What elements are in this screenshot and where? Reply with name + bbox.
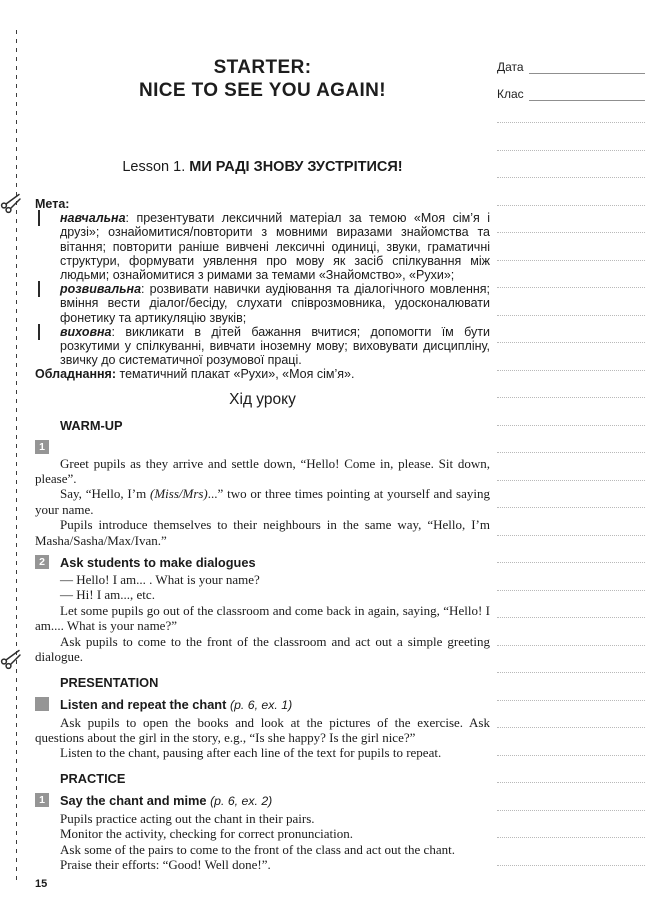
paragraph: Pupils introduce themselves to their neighbours in the same way, “Hello, I’m Masha/Sasha/Max/Ivan.”	[35, 517, 490, 548]
ruled-line	[497, 426, 645, 454]
ruled-line	[497, 591, 645, 619]
step-number-badge: 1	[35, 793, 49, 807]
ruled-line	[497, 838, 645, 866]
presentation-text	[35, 715, 490, 761]
paragraph: Say, “Hello, I’m (Miss/Mrs)...” two or three times pointing at yourself and saying your name.	[35, 486, 490, 517]
unit-title-line1: STARTER:	[213, 57, 312, 78]
ruled-line	[497, 783, 645, 811]
activity-book-ref: (p. 6, ex. 1)	[229, 697, 293, 712]
paragraph: Let some pupils go out of the classroom and come back in again, saying, “Hello! I am.... What is your name?”	[35, 602, 490, 634]
lesson-number-label: Lesson 1.	[122, 159, 186, 175]
equipment-text: тематичний плакат «Рухи», «Моя сім’я».	[116, 367, 355, 382]
page-number: 15	[35, 878, 48, 891]
equipment-label: Обладнання:	[35, 367, 117, 382]
practice-text	[35, 811, 490, 873]
paragraph: Monitor the activity, checking for correct pronunciation.	[60, 826, 354, 842]
ruled-line	[497, 536, 645, 564]
class-label: Клас	[497, 87, 524, 101]
ruled-line	[497, 371, 645, 399]
ruled-line	[497, 233, 645, 261]
warmup-step1-row	[35, 440, 490, 454]
objective-term: виховна	[60, 324, 112, 339]
square-bullet-icon	[38, 210, 40, 226]
notes-ruled-lines	[497, 101, 645, 866]
ruled-line	[497, 151, 645, 179]
equipment-line	[35, 367, 490, 381]
cut-dashed-line	[16, 30, 17, 882]
ruled-line	[497, 123, 645, 151]
ruled-line	[497, 261, 645, 289]
paragraph: Pupils practice acting out the chant in their pairs.	[60, 810, 315, 826]
date-writing-line	[529, 73, 645, 74]
objective-term: навчальна	[60, 211, 126, 226]
step-number-badge: 1	[35, 440, 49, 454]
ruled-line	[497, 756, 645, 784]
ruled-line	[497, 701, 645, 729]
activity-title: Listen and repeat the chant (p. 6, ex. 1)	[60, 696, 293, 712]
warmup-step2-text	[35, 572, 490, 664]
practice-activity-row	[35, 793, 490, 809]
ruled-line	[497, 288, 645, 316]
paragraph: Greet pupils as they arrive and settle down, “Hello! Come in, please. Sit down, please”.	[35, 455, 490, 487]
lesson-plan-content	[35, 0, 490, 890]
ruled-line	[497, 673, 645, 701]
date-field	[497, 60, 645, 74]
ruled-line	[497, 728, 645, 756]
ruled-line	[497, 206, 645, 234]
presentation-activity-row	[35, 697, 490, 713]
scissors-icon	[0, 648, 22, 670]
paragraph: Ask some of the pairs to come to the front of the class and act out the chant.	[60, 841, 455, 857]
ruled-line	[497, 563, 645, 591]
paragraph: Ask pupils to open the books and look at the pictures of the exercise. Ask questions about the girl in the story, e.g., “Is she happy? Is the girl nice?”	[35, 714, 490, 745]
activity-marker	[35, 697, 49, 711]
ruled-line	[497, 481, 645, 509]
warmup-step2-row	[35, 555, 490, 570]
ruled-line	[497, 178, 645, 206]
lesson-heading	[35, 158, 490, 176]
objective-item-developing	[35, 282, 490, 325]
objective-item-teaching	[35, 211, 490, 282]
paragraph: Praise their efforts: “Good! Well done!”.	[60, 856, 271, 872]
section-heading-warmup: WARM-UP	[60, 417, 123, 433]
objective-item-educational	[35, 325, 490, 368]
objective-term: розвивальна	[60, 282, 142, 297]
ruled-line	[497, 398, 645, 426]
ruled-line	[497, 453, 645, 481]
square-bullet-icon	[38, 281, 40, 297]
ruled-line	[497, 811, 645, 839]
unit-title-line2: NICE TO SEE YOU AGAIN!	[138, 80, 387, 101]
paragraph: Ask pupils to come to the front of the classroom and act out a simple greeting dialogue.	[35, 633, 490, 665]
activity-title: Say the chant and mime (p. 6, ex. 2)	[60, 792, 273, 808]
objective-text: : презентувати лексичний матеріал за темою «Моя сім’я і друзі»; ознайомитися/повторити з мовними виразами знайомства та вітання; повторити раніше вивчені лексичні одиниці, звуки, граматичні структури, формувати уявлення про мову як засіб спілкування між людьми; ознайомитися з римами за темами «Знайомство», «Рухи»;	[60, 211, 490, 283]
warmup-step1-text	[35, 456, 490, 548]
ruled-line	[497, 101, 645, 123]
scissors-icon	[0, 192, 22, 214]
lesson-flow-heading: Хід уроку	[229, 390, 296, 408]
objective-text: : викликати в дітей бажання вчитися; допомогти їм бути розкутими у спілкуванні, вивчати іноземну мову; виховувати дисципліну, звичку до систематичної розумової праці.	[60, 324, 490, 368]
margin-column	[497, 0, 645, 866]
square-bullet-icon	[38, 324, 40, 340]
section-heading-practice: PRACTICE	[60, 770, 126, 786]
lesson-title: МИ РАДІ ЗНОВУ ЗУСТРІТИСЯ!	[189, 159, 403, 175]
ruled-line	[497, 316, 645, 344]
objective-text: : розвивати навички аудіювання та діалогічного мовлення; вміння вести діалог/бесіду, слухати співрозмовника, удосконалювати фонетику та артикуляцію звуків;	[60, 282, 490, 325]
step-title: Ask students to make dialogues	[60, 555, 256, 571]
objectives-block	[35, 197, 490, 382]
class-writing-line	[529, 100, 645, 101]
activity-book-ref: (p. 6, ex. 2)	[210, 793, 273, 808]
class-field	[497, 87, 645, 101]
paragraph: Listen to the chant, pausing after each line of the text for pupils to repeat.	[60, 745, 442, 761]
step-number-badge: 2	[35, 555, 49, 569]
teacher-title-italic: (Miss/Mrs)	[149, 486, 208, 502]
ruled-line	[497, 343, 645, 371]
section-heading-presentation: PRESENTATION	[60, 674, 159, 690]
date-label: Дата	[497, 60, 524, 74]
ruled-line	[497, 508, 645, 536]
ruled-line	[497, 646, 645, 674]
dialog-line: — Hello! I am... . What is your name?	[60, 572, 260, 588]
ruled-line	[497, 618, 645, 646]
objectives-label: Мета:	[35, 197, 70, 211]
unit-title	[35, 56, 490, 102]
dialog-line: — Hi! I am..., etc.	[60, 587, 155, 603]
